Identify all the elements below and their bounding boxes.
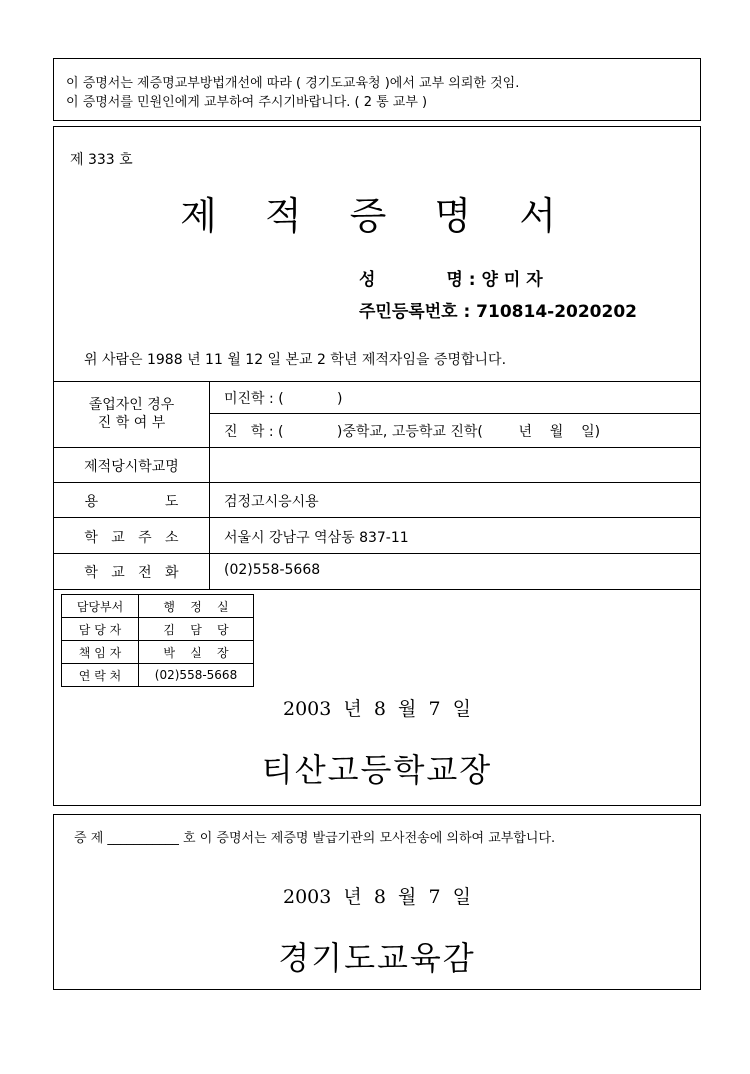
- table-row: [62, 641, 254, 664]
- school-name-label: 제적당시학교명: [84, 459, 179, 475]
- table-row: [62, 618, 254, 641]
- school-phone-value: (02)558-5668: [224, 562, 321, 578]
- certificate-title: 제 적 증 명 서: [180, 194, 574, 238]
- transmission-box: [53, 814, 701, 990]
- staff-key: 담 당 자: [62, 618, 139, 641]
- staff-key: 담당부서: [62, 595, 139, 618]
- table-row: [62, 664, 254, 687]
- purpose-value: 검정고시응시용: [224, 494, 319, 510]
- certificate-box: [53, 126, 701, 806]
- staff-value: 행 정 실: [139, 595, 254, 618]
- table-row: [62, 595, 254, 618]
- notice-box: [53, 58, 701, 121]
- purpose-label: 용 도: [84, 494, 179, 510]
- school-phone-label: 학 교 전 화: [84, 565, 179, 581]
- advancement-label: [54, 396, 209, 432]
- advancement-label-line2: 진 학 여 부: [97, 415, 166, 431]
- name-label: 성 명 :: [359, 270, 482, 290]
- staff-value: (02)558-5668: [139, 664, 254, 687]
- staff-table: [61, 594, 254, 687]
- certificate-statement: 위 사람은 1988 년 11 월 12 일 본교 2 학년 제적자임을 증명합니다.: [84, 352, 507, 368]
- issuer-name: 티산고등학교장: [261, 751, 493, 789]
- advancement-label-line1: 졸업자인 경우: [88, 397, 175, 413]
- issue-date: 2003 년 8 월 7 일: [283, 698, 471, 720]
- name-value: 양 미 자: [481, 270, 543, 290]
- staff-value: 김 담 당: [139, 618, 254, 641]
- certificate-number: 제 333 호: [70, 152, 133, 168]
- notice-line-2: 이 증명서를 민원인에게 교부하여 주시기바랍니다. ( 2 통 교부 ): [66, 95, 428, 110]
- advancement-value: 진 학 : ( )중학교, 고등학교 진학( 년 월 일): [224, 424, 601, 440]
- no-advancement-value: 미진학 : ( ): [224, 391, 343, 407]
- rrn-field: [359, 297, 637, 322]
- transmission-note: 증 제 ___________ 호 이 증명서는 제증명 발급기관의 모사전송에 의하여 교부합니다.: [74, 831, 556, 846]
- school-address-label: 학 교 주 소: [84, 530, 179, 546]
- name-field: [359, 265, 543, 290]
- staff-key: 책 임 자: [62, 641, 139, 664]
- school-address-value: 서울시 강남구 역삼동 837-11: [224, 530, 409, 546]
- transmission-date: 2003 년 8 월 7 일: [283, 886, 471, 908]
- notice-line-1: 이 증명서는 제증명교부방법개선에 따라 ( 경기도교육청 )에서 교부 의뢰한 것임.: [66, 76, 520, 91]
- rrn-label: 주민등록번호 :: [359, 302, 477, 322]
- staff-value: 박 실 장: [139, 641, 254, 664]
- rrn-value: 710814-2020202: [476, 302, 637, 322]
- staff-key: 연 락 처: [62, 664, 139, 687]
- transmission-issuer: 경기도교육감: [278, 939, 476, 977]
